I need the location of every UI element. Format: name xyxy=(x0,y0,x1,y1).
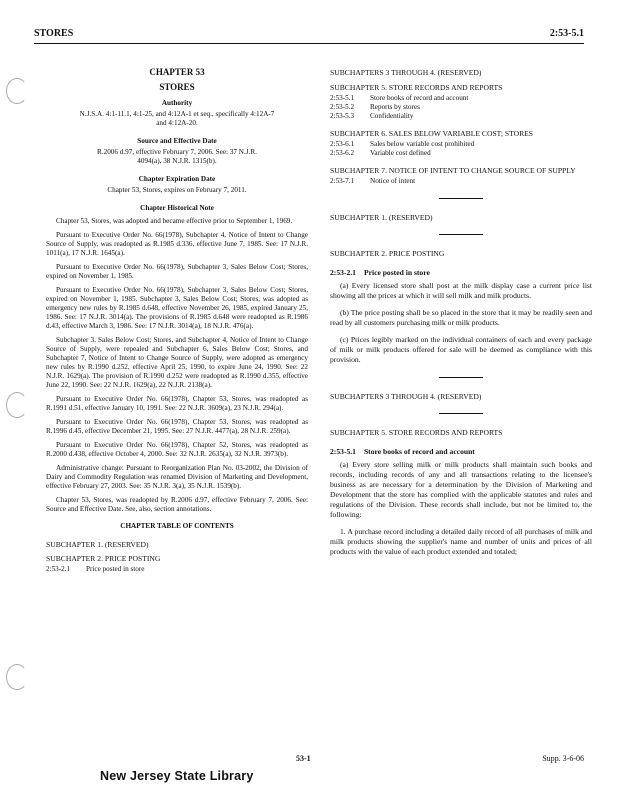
page-number: 53-1 xyxy=(296,754,311,763)
section-paragraph: (a) Every licensed store shall post at the milk display case a current price list showing all the prices at which it will sell milk and milk products. xyxy=(330,281,592,300)
history-note: Subchapter 3, Sales Below Cost; Stores, and Subchapter 4, Notice of Intent to Change Source of Supply, were repealed and Subchapter 6, Sales Below Cost; Stores, and Subchapter 7, Notice of Intent to Change Source of Supply, were adopted as emergency new rules by R.1990 d.252, effective April 25, 1990, to expire June 24, 1990. See: 22 N.J.R. 1629(a). The provision of R.1990 d.252 were readopted as R.1990 d.355, effective June 22, 1990. See: 22 N.J.R. 1629(a), 22 N.J.R. 2138(a). xyxy=(46,336,308,389)
history-note: Administrative change: Pursuant to Reorganization Plan No. 03-2002, the Division of Dairy and Commodity Regulation was renamed Division of Marketing and Development, effective February 27, 2003. See: 35 N.J.R. 3(a), 35 N.J.R. 1539(b). xyxy=(46,464,308,490)
toc-item-title: Sales below variable cost prohibited xyxy=(370,140,475,148)
toc-item xyxy=(330,177,592,186)
subchapters-3-4-heading: SUBCHAPTERS 3 THROUGH 4. (RESERVED) xyxy=(330,392,482,401)
toc-item-number: 2:53-7.1 xyxy=(330,177,355,185)
history-note: Chapter 53, Stores, was adopted and became effective prior to September 1, 1969. xyxy=(56,217,293,225)
subchapter-2-heading: SUBCHAPTER 2. PRICE POSTING xyxy=(330,249,445,258)
punch-hole-mark xyxy=(6,78,28,104)
history-note: Pursuant to Executive Order No. 66(1978), Chapter 52, Stores, was readopted as R.2000 d.438, effective October 4, 2000. See: 32 N.J.R. 2635(a), 32 N.J.R. 3973(b). xyxy=(46,441,308,458)
toc-item-number: 2:53-6.2 xyxy=(330,149,355,157)
expiration-text: Chapter 53, Stores, expires on February 7, 2011. xyxy=(107,186,247,194)
source-text: R.2006 d.97, effective February 7, 2006. See: 37 N.J.R. 4094(a), 38 N.J.R. 1315(b). xyxy=(97,148,257,165)
history-note: Pursuant to Executive Order No. 66(1978), Subchapter 3, Sales Below Cost; Stores, expired on November 1, 1985. xyxy=(46,263,308,280)
section-2-1-heading xyxy=(330,268,592,277)
history-note: Pursuant to Executive Order No. 66(1978), Subchapter 3, Sales Below Cost; Stores, expired on November 1, 1985. Subchapter 3, Sales Below Cost; Stores, was adopted as emergency new rules by R.1985 d.648, effective November 26, 1985, expired January 25, 1986. See: 17 N.J.R. 3014(a). The provisions of R.1985 d.648 were readopted as R.1986 d.43, effective March 3, 1986. See: 17 N.J.R. 3014(a), 18 N.J.R. 476(a). xyxy=(46,286,308,330)
subchapter-5-heading: SUBCHAPTER 5. STORE RECORDS AND REPORTS xyxy=(330,428,503,437)
section-divider xyxy=(439,198,483,199)
section-number: 2:53-2.1 xyxy=(330,268,356,277)
history-note: Chapter 53, Stores, was readopted by R.2006 d.97, effective February 7, 2006. See: Source and Effective Date. See, also, section annotations. xyxy=(46,496,308,513)
toc-subchapter-1: SUBCHAPTER 1. (RESERVED) xyxy=(46,540,149,549)
toc-item-number: 2:53-5.2 xyxy=(330,103,355,111)
section-number: 2:53-5.1 xyxy=(330,447,356,456)
history-note: Pursuant to Executive Order No. 66(1978), Subchapter 4, Notice of Intent to Change Source of Supply, was readopted as R.1985 d.336, effective June 7, 1985. See: 17 N.J.R. 1011(a), 17 N.J.R. 1645(a). xyxy=(46,231,308,257)
section-divider xyxy=(439,234,483,235)
toc-item-number: 2:53-6.1 xyxy=(330,140,355,148)
toc-item xyxy=(330,94,592,103)
toc-item-title: Confidentiality xyxy=(370,112,414,120)
toc-item-number: 2:53-2.1 xyxy=(46,565,71,573)
section-divider xyxy=(439,413,483,414)
supplement-date: Supp. 3-6-06 xyxy=(542,754,584,763)
toc-subchapter-2: SUBCHAPTER 2. PRICE POSTING xyxy=(46,554,161,563)
chapter-title: STORES xyxy=(159,82,195,92)
section-paragraph: (a) Every store selling milk or milk products shall maintain such books and records, including records of any and all transactions relating to the licensee's business as are necessary for a determination by the Division of Marketing and Development that the store has complied with the applicable statutes and rules and regulations of the Division. These records shall include, but not be limited to, the following: xyxy=(330,460,592,519)
section-paragraph: (b) The price posting shall be so placed in the store that it may be readily seen and read by all customers purchasing milk or milk products. xyxy=(330,308,592,327)
section-title: Store books of record and account xyxy=(363,447,475,456)
authority-heading: Authority xyxy=(161,99,193,107)
toc-item-title: Price posted in store xyxy=(86,565,145,573)
toc-item xyxy=(330,140,592,149)
toc-subchapter-6: SUBCHAPTER 6. SALES BELOW VARIABLE COST; STORES xyxy=(330,129,534,138)
toc-item-number: 2:53-5.1 xyxy=(330,94,355,102)
toc-item xyxy=(46,565,308,574)
toc-subchapter-5: SUBCHAPTER 5. STORE RECORDS AND REPORTS xyxy=(330,83,503,92)
toc-item xyxy=(330,149,592,158)
section-divider xyxy=(439,377,483,378)
toc-subchapter-7: SUBCHAPTER 7. NOTICE OF INTENT TO CHANGE SOURCE OF SUPPLY xyxy=(330,166,576,175)
chapter-number: CHAPTER 53 xyxy=(149,67,205,77)
section-paragraph: (c) Prices legibly marked on the individual containers of each and every package of milk or milk products offered for sale will be deemed as compliance with this provision. xyxy=(330,335,592,364)
toc-subchapters-3-4: SUBCHAPTERS 3 THROUGH 4. (RESERVED) xyxy=(330,68,482,77)
punch-hole-mark xyxy=(6,664,28,690)
running-header xyxy=(34,28,584,42)
authority-text: N.J.S.A. 4:1-11.1, 4:1-25, and 4:12A-1 et seq., specifically 4:12A-7 and 4:12A-20. xyxy=(79,110,275,127)
toc-item-title: Store books of record and account xyxy=(370,94,469,102)
toc-item-title: Variable cost defined xyxy=(370,149,431,157)
history-note: Pursuant to Executive Order No. 66(1978), Chapter 53, Stores, was readopted as R.1996 d.45, effective December 21, 1995. See: 27 N.J.R. 4477(a), 28 N.J.R. 259(a). xyxy=(46,418,308,435)
left-column xyxy=(46,66,308,574)
subchapter-1-heading: SUBCHAPTER 1. (RESERVED) xyxy=(330,213,433,222)
section-title: Price posted in store xyxy=(363,268,430,277)
history-heading: Chapter Historical Note xyxy=(140,204,214,212)
history-note: Pursuant to Executive Order No. 66(1978), Chapter 53, Stores, was readopted as R.1991 d.51, effective January 10, 1991. See: 22 N.J.R. 3609(a), 23 N.J.R. 294(a). xyxy=(46,395,308,412)
header-title: STORES xyxy=(34,28,74,39)
header-rule xyxy=(34,43,584,44)
source-heading: Source and Effective Date xyxy=(137,137,217,145)
toc-item-title: Notice of intent xyxy=(370,177,416,185)
toc-item-number: 2:53-5.3 xyxy=(330,112,355,120)
toc-item xyxy=(330,112,592,121)
toc-heading: CHAPTER TABLE OF CONTENTS xyxy=(120,522,234,530)
right-column xyxy=(330,66,592,564)
library-stamp: New Jersey State Library xyxy=(100,769,254,783)
toc-item-title: Reports by stores xyxy=(370,103,420,111)
section-paragraph: 1. A purchase record including a detailed daily record of all purchases of milk and milk products showing the supplier's name and number of units and prices of all products with the value of each product extended and totaled; xyxy=(330,527,592,556)
toc-item xyxy=(330,103,592,112)
header-section: 2:53-5.1 xyxy=(549,28,584,39)
punch-hole-mark xyxy=(6,392,28,418)
section-5-1-heading xyxy=(330,447,592,456)
expiration-heading: Chapter Expiration Date xyxy=(138,175,216,183)
